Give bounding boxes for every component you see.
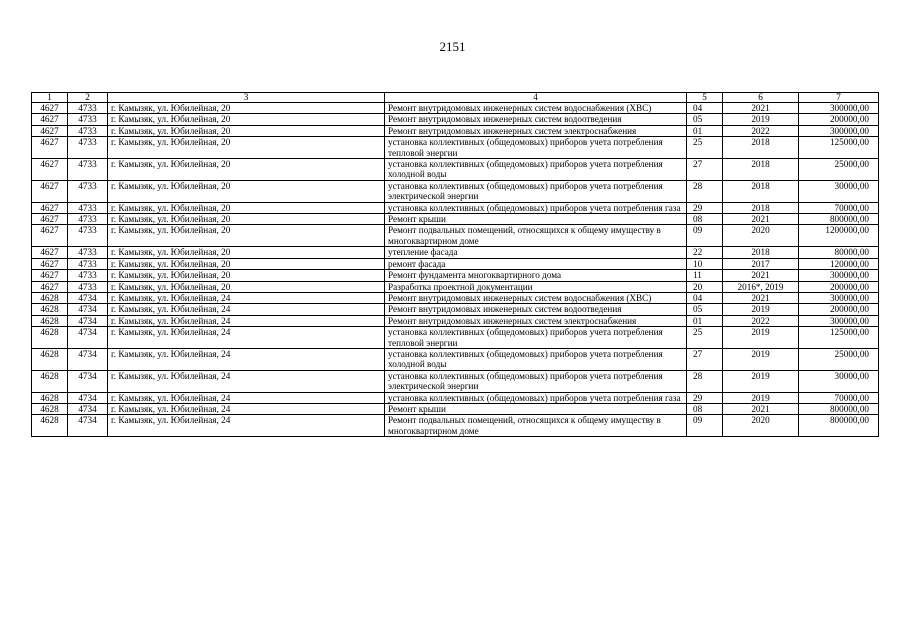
table-row bbox=[32, 137, 879, 159]
table-row bbox=[32, 415, 879, 437]
cell-address: г. Камызяк, ул. Юбилейная, 24 bbox=[108, 292, 385, 303]
cell-address: г. Камызяк, ул. Юбилейная, 20 bbox=[108, 202, 385, 213]
cell-row-number: 4627 bbox=[32, 247, 68, 258]
cell-planned-year: 2022 bbox=[723, 315, 799, 326]
cell-cost: 300000,00 bbox=[799, 292, 879, 303]
cell-work-code: 28 bbox=[687, 370, 723, 392]
table-row bbox=[32, 304, 879, 315]
cell-row-number: 4627 bbox=[32, 180, 68, 202]
cell-planned-year: 2019 bbox=[723, 392, 799, 403]
cell-work-code: 10 bbox=[687, 258, 723, 269]
cell-planned-year: 2019 bbox=[723, 114, 799, 125]
cell-row-number: 4628 bbox=[32, 304, 68, 315]
cell-work-type: Ремонт внутридомовых инженерных систем электроснабжения bbox=[385, 125, 687, 136]
cell-cost: 25000,00 bbox=[799, 159, 879, 181]
table-row bbox=[32, 258, 879, 269]
cell-cost: 200000,00 bbox=[799, 114, 879, 125]
table-row bbox=[32, 370, 879, 392]
table-row bbox=[32, 327, 879, 349]
cell-row-number: 4628 bbox=[32, 327, 68, 349]
table-body bbox=[32, 103, 879, 437]
cell-address: г. Камызяк, ул. Юбилейная, 24 bbox=[108, 348, 385, 370]
cell-planned-year: 2021 bbox=[723, 103, 799, 114]
cell-work-code: 08 bbox=[687, 403, 723, 414]
table-row bbox=[32, 202, 879, 213]
table-row bbox=[32, 103, 879, 114]
cell-work-type: ремонт фасада bbox=[385, 258, 687, 269]
cell-work-code: 11 bbox=[687, 270, 723, 281]
table-row bbox=[32, 403, 879, 414]
cell-work-code: 01 bbox=[687, 315, 723, 326]
cell-work-type: установка коллективных (общедомовых) приборов учета потребления тепловой энергии bbox=[385, 327, 687, 349]
cell-house-code: 4733 bbox=[68, 225, 108, 247]
cell-address: г. Камызяк, ул. Юбилейная, 20 bbox=[108, 281, 385, 292]
table-header-row bbox=[32, 93, 879, 103]
cell-row-number: 4627 bbox=[32, 114, 68, 125]
cell-row-number: 4627 bbox=[32, 125, 68, 136]
cell-house-code: 4733 bbox=[68, 202, 108, 213]
cell-work-code: 09 bbox=[687, 225, 723, 247]
cell-cost: 300000,00 bbox=[799, 103, 879, 114]
cell-cost: 300000,00 bbox=[799, 270, 879, 281]
cell-row-number: 4627 bbox=[32, 225, 68, 247]
cell-work-type: установка коллективных (общедомовых) приборов учета потребления холодной воды bbox=[385, 348, 687, 370]
cell-planned-year: 2018 bbox=[723, 247, 799, 258]
page-number: 2151 bbox=[439, 39, 466, 54]
cell-house-code: 4733 bbox=[68, 258, 108, 269]
cell-row-number: 4628 bbox=[32, 370, 68, 392]
cell-work-type: Ремонт внутридомовых инженерных систем водоснабжения (ХВС) bbox=[385, 103, 687, 114]
cell-house-code: 4734 bbox=[68, 327, 108, 349]
cell-row-number: 4628 bbox=[32, 348, 68, 370]
cell-work-type: Ремонт фундамента многоквартирного дома bbox=[385, 270, 687, 281]
table-row bbox=[32, 392, 879, 403]
cell-planned-year: 2017 bbox=[723, 258, 799, 269]
cell-cost: 1200000,00 bbox=[799, 225, 879, 247]
cell-work-code: 01 bbox=[687, 125, 723, 136]
cell-planned-year: 2021 bbox=[723, 292, 799, 303]
cell-work-code: 28 bbox=[687, 180, 723, 202]
cell-address: г. Камызяк, ул. Юбилейная, 24 bbox=[108, 304, 385, 315]
cell-row-number: 4627 bbox=[32, 214, 68, 225]
cell-row-number: 4627 bbox=[32, 159, 68, 181]
cell-address: г. Камызяк, ул. Юбилейная, 24 bbox=[108, 392, 385, 403]
cell-row-number: 4627 bbox=[32, 270, 68, 281]
cell-cost: 120000,00 bbox=[799, 258, 879, 269]
table-row bbox=[32, 281, 879, 292]
table-row bbox=[32, 247, 879, 258]
cell-work-code: 29 bbox=[687, 392, 723, 403]
cell-house-code: 4733 bbox=[68, 247, 108, 258]
cell-row-number: 4628 bbox=[32, 315, 68, 326]
cell-work-type: Ремонт внутридомовых инженерных систем водоотведения bbox=[385, 114, 687, 125]
cell-planned-year: 2019 bbox=[723, 327, 799, 349]
cell-cost: 200000,00 bbox=[799, 304, 879, 315]
cell-address: г. Камызяк, ул. Юбилейная, 24 bbox=[108, 315, 385, 326]
cell-work-type: Ремонт подвальных помещений, относящихся к общему имуществу в многоквартирном доме bbox=[385, 415, 687, 437]
cell-row-number: 4627 bbox=[32, 137, 68, 159]
table-row bbox=[32, 214, 879, 225]
cell-work-type: установка коллективных (общедомовых) приборов учета потребления электрической энергии bbox=[385, 180, 687, 202]
cell-planned-year: 2018 bbox=[723, 180, 799, 202]
cell-planned-year: 2021 bbox=[723, 214, 799, 225]
table-row bbox=[32, 114, 879, 125]
table-row bbox=[32, 125, 879, 136]
cell-address: г. Камызяк, ул. Юбилейная, 20 bbox=[108, 159, 385, 181]
cell-address: г. Камызяк, ул. Юбилейная, 20 bbox=[108, 214, 385, 225]
cell-house-code: 4733 bbox=[68, 281, 108, 292]
cell-row-number: 4628 bbox=[32, 292, 68, 303]
cell-house-code: 4733 bbox=[68, 103, 108, 114]
cell-address: г. Камызяк, ул. Юбилейная, 20 bbox=[108, 270, 385, 281]
cell-work-type: Ремонт внутридомовых инженерных систем электроснабжения bbox=[385, 315, 687, 326]
cell-house-code: 4733 bbox=[68, 159, 108, 181]
cell-house-code: 4734 bbox=[68, 415, 108, 437]
repair-schedule-table bbox=[31, 92, 879, 437]
cell-work-code: 09 bbox=[687, 415, 723, 437]
cell-house-code: 4734 bbox=[68, 292, 108, 303]
cell-cost: 200000,00 bbox=[799, 281, 879, 292]
cell-cost: 800000,00 bbox=[799, 403, 879, 414]
cell-planned-year: 2018 bbox=[723, 137, 799, 159]
column-header-4: 4 bbox=[385, 93, 687, 103]
cell-cost: 800000,00 bbox=[799, 214, 879, 225]
table-row bbox=[32, 348, 879, 370]
cell-work-type: установка коллективных (общедомовых) приборов учета потребления тепловой энергии bbox=[385, 137, 687, 159]
column-header-1: 1 bbox=[32, 93, 68, 103]
cell-work-type: утепление фасада bbox=[385, 247, 687, 258]
cell-work-code: 22 bbox=[687, 247, 723, 258]
cell-work-code: 05 bbox=[687, 114, 723, 125]
cell-work-code: 27 bbox=[687, 159, 723, 181]
cell-cost: 80000,00 bbox=[799, 247, 879, 258]
cell-address: г. Камызяк, ул. Юбилейная, 20 bbox=[108, 258, 385, 269]
cell-cost: 30000,00 bbox=[799, 370, 879, 392]
cell-cost: 30000,00 bbox=[799, 180, 879, 202]
cell-work-code: 08 bbox=[687, 214, 723, 225]
table-row bbox=[32, 225, 879, 247]
cell-cost: 70000,00 bbox=[799, 202, 879, 213]
cell-row-number: 4627 bbox=[32, 258, 68, 269]
cell-planned-year: 2018 bbox=[723, 159, 799, 181]
cell-cost: 70000,00 bbox=[799, 392, 879, 403]
cell-work-code: 20 bbox=[687, 281, 723, 292]
cell-address: г. Камызяк, ул. Юбилейная, 20 bbox=[108, 125, 385, 136]
cell-work-type: Ремонт крыши bbox=[385, 214, 687, 225]
table-row bbox=[32, 270, 879, 281]
cell-planned-year: 2020 bbox=[723, 225, 799, 247]
cell-cost: 800000,00 bbox=[799, 415, 879, 437]
cell-address: г. Камызяк, ул. Юбилейная, 20 bbox=[108, 114, 385, 125]
cell-cost: 125000,00 bbox=[799, 327, 879, 349]
column-header-3: 3 bbox=[108, 93, 385, 103]
cell-work-type: Ремонт внутридомовых инженерных систем водоснабжения (ХВС) bbox=[385, 292, 687, 303]
cell-work-type: Ремонт внутридомовых инженерных систем водоотведения bbox=[385, 304, 687, 315]
table-row bbox=[32, 315, 879, 326]
cell-address: г. Камызяк, ул. Юбилейная, 20 bbox=[108, 103, 385, 114]
cell-row-number: 4627 bbox=[32, 202, 68, 213]
cell-address: г. Камызяк, ул. Юбилейная, 24 bbox=[108, 415, 385, 437]
cell-house-code: 4734 bbox=[68, 392, 108, 403]
cell-row-number: 4627 bbox=[32, 103, 68, 114]
cell-cost: 300000,00 bbox=[799, 315, 879, 326]
cell-house-code: 4733 bbox=[68, 180, 108, 202]
cell-house-code: 4734 bbox=[68, 348, 108, 370]
cell-row-number: 4627 bbox=[32, 281, 68, 292]
table-row bbox=[32, 159, 879, 181]
cell-house-code: 4734 bbox=[68, 370, 108, 392]
column-header-2: 2 bbox=[68, 93, 108, 103]
cell-house-code: 4733 bbox=[68, 125, 108, 136]
table-row bbox=[32, 292, 879, 303]
cell-planned-year: 2018 bbox=[723, 202, 799, 213]
cell-work-type: Разработка проектной документации bbox=[385, 281, 687, 292]
cell-work-code: 25 bbox=[687, 137, 723, 159]
cell-address: г. Камызяк, ул. Юбилейная, 20 bbox=[108, 137, 385, 159]
cell-work-type: установка коллективных (общедомовых) приборов учета потребления газа bbox=[385, 392, 687, 403]
column-header-5: 5 bbox=[687, 93, 723, 103]
cell-work-code: 04 bbox=[687, 292, 723, 303]
cell-house-code: 4734 bbox=[68, 304, 108, 315]
cell-address: г. Камызяк, ул. Юбилейная, 24 bbox=[108, 370, 385, 392]
cell-planned-year: 2016*, 2019 bbox=[723, 281, 799, 292]
column-header-7: 7 bbox=[799, 93, 879, 103]
column-header-6: 6 bbox=[723, 93, 799, 103]
cell-cost: 25000,00 bbox=[799, 348, 879, 370]
cell-row-number: 4628 bbox=[32, 392, 68, 403]
cell-planned-year: 2021 bbox=[723, 403, 799, 414]
cell-planned-year: 2019 bbox=[723, 348, 799, 370]
cell-address: г. Камызяк, ул. Юбилейная, 20 bbox=[108, 180, 385, 202]
cell-house-code: 4734 bbox=[68, 315, 108, 326]
cell-planned-year: 2019 bbox=[723, 370, 799, 392]
cell-work-type: Ремонт крыши bbox=[385, 403, 687, 414]
cell-work-code: 04 bbox=[687, 103, 723, 114]
cell-work-code: 27 bbox=[687, 348, 723, 370]
table-row bbox=[32, 180, 879, 202]
cell-planned-year: 2021 bbox=[723, 270, 799, 281]
cell-house-code: 4734 bbox=[68, 403, 108, 414]
cell-address: г. Камызяк, ул. Юбилейная, 24 bbox=[108, 403, 385, 414]
cell-house-code: 4733 bbox=[68, 114, 108, 125]
cell-planned-year: 2022 bbox=[723, 125, 799, 136]
cell-address: г. Камызяк, ул. Юбилейная, 20 bbox=[108, 247, 385, 258]
cell-work-code: 29 bbox=[687, 202, 723, 213]
cell-planned-year: 2019 bbox=[723, 304, 799, 315]
cell-address: г. Камызяк, ул. Юбилейная, 20 bbox=[108, 225, 385, 247]
cell-house-code: 4733 bbox=[68, 270, 108, 281]
cell-row-number: 4628 bbox=[32, 415, 68, 437]
cell-work-code: 05 bbox=[687, 304, 723, 315]
cell-cost: 125000,00 bbox=[799, 137, 879, 159]
cell-row-number: 4628 bbox=[32, 403, 68, 414]
cell-cost: 300000,00 bbox=[799, 125, 879, 136]
cell-work-code: 25 bbox=[687, 327, 723, 349]
cell-house-code: 4733 bbox=[68, 137, 108, 159]
cell-planned-year: 2020 bbox=[723, 415, 799, 437]
cell-work-type: установка коллективных (общедомовых) приборов учета потребления холодной воды bbox=[385, 159, 687, 181]
cell-address: г. Камызяк, ул. Юбилейная, 24 bbox=[108, 327, 385, 349]
cell-work-type: установка коллективных (общедомовых) приборов учета потребления газа bbox=[385, 202, 687, 213]
cell-work-type: Ремонт подвальных помещений, относящихся к общему имуществу в многоквартирном доме bbox=[385, 225, 687, 247]
cell-house-code: 4733 bbox=[68, 214, 108, 225]
cell-work-type: установка коллективных (общедомовых) приборов учета потребления электрической энергии bbox=[385, 370, 687, 392]
